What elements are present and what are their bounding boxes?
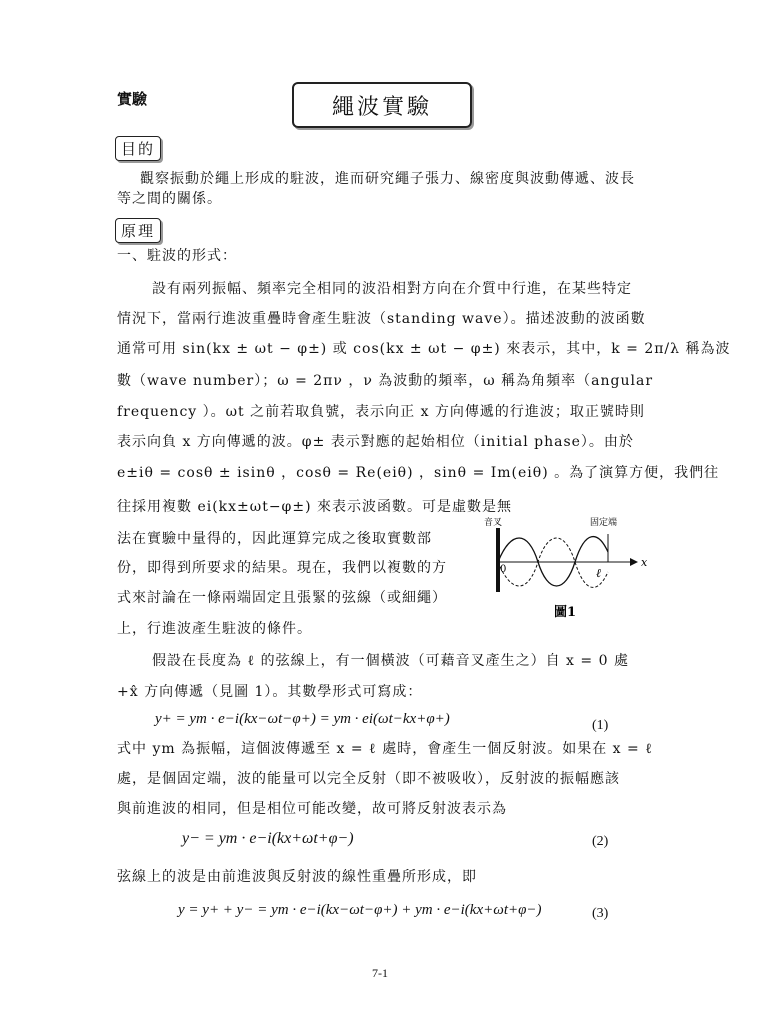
principle-line-10: 份，即得到所要求的結果。現在，我們以複數的方 (117, 560, 447, 576)
page-number: 7-1 (372, 966, 388, 980)
label-length: ℓ (596, 566, 601, 580)
page-title: 繩波實驗 (292, 82, 472, 128)
principle-line-5: frequency ）。ωt 之前若取負號，表示向正 x 方向傳遞的行進波；取正號時則 (117, 404, 645, 420)
figure-1-graphic (478, 512, 648, 622)
principle-line-1: 設有兩列振幅、頻率完全相同的波沿相對方向在介質中行進，在某些特定 (152, 281, 632, 297)
principle-line-14: +x̂ 方向傳遞（見圖 1）。其數學形式可寫成： (117, 684, 423, 700)
principle-line-17: 與前進波的相同，但是相位可能改變，故可將反射波表示為 (117, 801, 507, 817)
principle-line-6: 表示向負 x 方向傳遞的波。φ± 表示對應的起始相位（initial phase）。由於 (117, 434, 634, 450)
principle-line-2: 情況下，當兩行進波重疊時會產生駐波（standing wave）。描述波動的波函數 (117, 311, 646, 327)
equation-3-number: (3) (592, 906, 609, 921)
label-tuning-fork: 音叉 (484, 518, 503, 528)
section-heading-principle: 原理 (115, 218, 161, 243)
principle-line-8: 往採用複數 ei(kx±ωt−φ±) 來表示波函數。可是虛數是無 (117, 499, 513, 515)
equation-2-number: (2) (592, 834, 609, 849)
principle-line-18: 弦線上的波是由前進波與反射波的線性重疊所形成，即 (117, 869, 477, 885)
principle-line-7: e±iθ = cosθ ± isinθ ，cosθ = Re(eiθ) ，sinθ = Im(eiθ) 。為了演算方便，我們往 (117, 465, 720, 481)
equation-1-number: (1) (592, 718, 609, 733)
purpose-line-2: 等之間的關係。 (117, 191, 222, 207)
purpose-line-1: 觀察振動於繩上形成的駐波，進而研究繩子張力、線密度與波動傳遞、波長 (140, 171, 635, 187)
principle-line-12: 上，行進波產生駐波的條件。 (117, 621, 312, 637)
chapter-label: 實驗 (117, 90, 148, 108)
label-x: x (641, 556, 648, 569)
figure-caption: 圖1 (554, 605, 577, 620)
figure-1 (478, 512, 648, 622)
equation-2: y− = ym · e−i(kx+ωt+φ−) (182, 830, 354, 847)
incident-wave (498, 537, 608, 586)
principle-line-16: 處，是個固定端，波的能量可以完全反射（即不被吸收），反射波的振幅應該 (117, 771, 620, 787)
principle-line-3: 通常可用 sin(kx ± ωt − φ±) 或 cos(kx ± ωt − φ±) 來表示，其中，k = 2π/λ 稱為波 (117, 341, 731, 357)
principle-line-4: 數（wave number）；ω = 2πν ，ν 為波動的頻率，ω 稱為角頻率（angular (117, 373, 654, 389)
principle-line-15: 式中 ym 為振幅，這個波傳遞至 x = ℓ 處時，會產生一個反射波。如果在 x = ℓ (117, 741, 653, 757)
principle-line-13: 假設在長度為 ℓ 的弦線上，有一個橫波（可藉音叉產生之）自 x = 0 處 (152, 653, 629, 669)
equation-1: y+ = ym · e−i(kx−ωt−φ+) = ym · ei(ωt−kx+φ+) (155, 711, 450, 727)
x-axis-arrow (630, 558, 638, 566)
principle-line-11: 式來討論在一條兩端固定且張緊的弦線（或細繩） (117, 590, 447, 606)
section-heading-purpose: 目的 (115, 136, 161, 161)
label-fixed-end: 固定端 (590, 518, 618, 528)
principle-subheading: 一、駐波的形式： (117, 248, 237, 264)
principle-line-9: 法在實驗中量得的，因此運算完成之後取實數部 (117, 531, 432, 547)
label-origin: 0 (500, 564, 507, 575)
reflected-wave (498, 538, 608, 587)
equation-3: y = y+ + y− = ym · e−i(kx−ωt−φ+) + ym · e−i(kx+ωt+φ−) (178, 902, 542, 918)
